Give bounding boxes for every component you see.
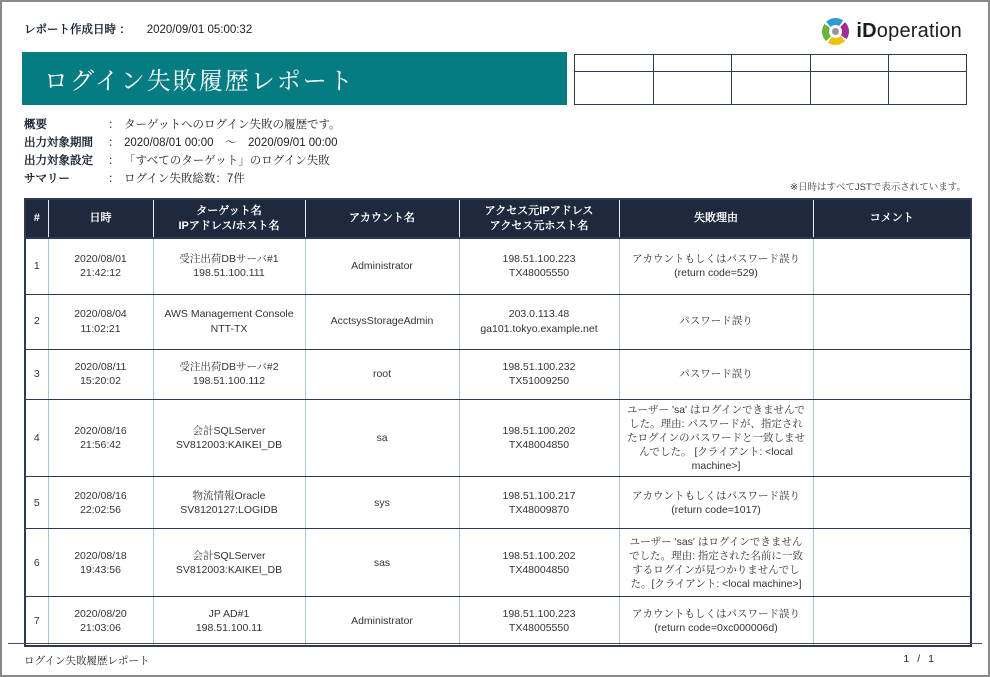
source-host-line: TX48004850: [508, 438, 570, 451]
cell-target: [153, 597, 305, 646]
meta-label: サマリー: [24, 173, 70, 185]
table-header: [25, 199, 971, 238]
source-ip-line: 198.51.100.232: [502, 360, 576, 373]
cell-target: [153, 238, 305, 294]
table-row: [25, 399, 971, 477]
source-ip-line: 203.0.113.48: [508, 308, 570, 321]
meta-colon: ：: [108, 155, 120, 167]
source-ip-line: 198.51.100.217: [502, 489, 576, 502]
source-host-line: ga101.tokyo.example.net: [480, 322, 598, 335]
col-header-source: [459, 199, 619, 238]
cell-source: [459, 349, 619, 399]
cell-account: sas: [305, 529, 459, 597]
cell-source: [459, 597, 619, 646]
target-name-line: JP AD#1: [208, 607, 250, 620]
col-header-reason: [619, 199, 813, 238]
report-title-banner: [22, 52, 567, 105]
report-created-row: [24, 21, 252, 37]
cell-account: root: [305, 349, 459, 399]
source-host-line: TX48009870: [508, 503, 570, 516]
cell-datetime: 2020/08/01 21:42:12: [48, 238, 153, 294]
cell-comment: [813, 477, 971, 529]
page-separator: /: [917, 653, 921, 665]
cell-reason: ユーザー 'sa' はログインできませんでした。理由: パスワードが、指定されたログインのパスワードと一致しませんでした。 [クライアント: <local machine>]: [619, 399, 813, 477]
source-host-line: TX48005550: [508, 267, 570, 280]
target-name-line: 受注出荷DBサーバ#1: [179, 253, 279, 266]
cell-num: 3: [25, 349, 48, 399]
col-header-datetime: [48, 199, 153, 238]
cell-num: 7: [25, 597, 48, 646]
col-header-num: [25, 199, 48, 238]
cell-comment: [813, 399, 971, 477]
meta-colon: ：: [108, 119, 120, 131]
header-line: アクセス元IPアドレス: [484, 204, 594, 217]
meta-row-overview: [24, 115, 341, 133]
target-host-line: SV812003:KAIKEI_DB: [175, 438, 283, 451]
source-ip-line: 198.51.100.223: [502, 253, 576, 266]
cell-target: [153, 294, 305, 349]
target-name-line: AWS Management Console: [164, 308, 294, 321]
cell-source: [459, 529, 619, 597]
cell-num: 5: [25, 477, 48, 529]
meta-block: [24, 115, 341, 187]
cell-datetime: 2020/08/20 21:03:06: [48, 597, 153, 646]
source-ip-line: 198.51.100.223: [502, 607, 576, 620]
meta-colon: ：: [108, 137, 120, 149]
approval-stamp-grid: [574, 54, 967, 105]
source-host-line: TX48005550: [508, 622, 570, 635]
source-ip-line: 198.51.100.202: [502, 424, 576, 437]
cell-datetime: 2020/08/16 21:56:42: [48, 399, 153, 477]
target-name-line: 会計SQLServer: [192, 424, 266, 437]
report-created-value: 2020/09/01 05:00:32: [146, 24, 253, 36]
cell-reason: アカウントもしくはパスワード誤り(return code=1017): [619, 477, 813, 529]
stamp-cell: [575, 55, 653, 71]
cell-comment: [813, 238, 971, 294]
footer: [24, 653, 938, 668]
col-header-comment: [813, 199, 971, 238]
header-line: ターゲット名: [196, 204, 262, 217]
cell-datetime: 2020/08/04 11:02:21: [48, 294, 153, 349]
cell-account: sys: [305, 477, 459, 529]
col-header-account: [305, 199, 459, 238]
page-title: ログイン失敗履歴レポート: [44, 68, 355, 95]
cell-num: 2: [25, 294, 48, 349]
footer-title: ログイン失敗履歴レポート: [24, 655, 150, 667]
stamp-cell: [731, 71, 809, 104]
meta-value: ターゲットへのログイン失敗の履歴です。: [124, 119, 341, 131]
meta-value: ログイン失敗総数：7件: [124, 173, 245, 185]
target-host-line: SV8120127:LOGIDB: [180, 503, 278, 516]
target-host-line: 198.51.100.11: [195, 622, 263, 635]
cell-reason: ユーザー 'sas' はログインできませんでした。理由: 指定された名前に一致するログインが見つかりませんでした。[クライアント: <local machine>]: [619, 529, 813, 597]
cell-num: 6: [25, 529, 48, 597]
stamp-cell: [888, 71, 966, 104]
stamp-cell: [731, 55, 809, 71]
brand: [822, 18, 962, 45]
meta-label: 概要: [24, 119, 47, 131]
page-total: 1: [928, 653, 934, 665]
target-name-line: 会計SQLServer: [192, 549, 266, 562]
cell-source: [459, 477, 619, 529]
target-host-line: SV812003:KAIKEI_DB: [175, 563, 283, 576]
page-current: 1: [903, 653, 910, 665]
login-failure-table: [24, 198, 972, 647]
cell-comment: [813, 294, 971, 349]
table-row: [25, 597, 971, 646]
header-line: IPアドレス/ホスト名: [178, 219, 280, 232]
meta-value: 「すべてのターゲット」のログイン失敗: [124, 155, 330, 167]
meta-label: 出力対象設定: [24, 155, 93, 167]
table-row: [25, 477, 971, 529]
target-host-line: NTT-TX: [210, 322, 248, 335]
cell-source: [459, 294, 619, 349]
meta-colon: ：: [108, 173, 120, 185]
target-name-line: 受注出荷DBサーバ#2: [179, 360, 279, 373]
stamp-cell: [653, 55, 731, 71]
cell-reason: パスワード誤り: [619, 294, 813, 349]
cell-comment: [813, 529, 971, 597]
header-line: アクセス元ホスト名: [489, 219, 589, 232]
meta-row-period: [24, 133, 341, 151]
col-header-target: [153, 199, 305, 238]
header-line: 日時: [89, 212, 112, 225]
stamp-cell: [575, 71, 653, 104]
cell-target: [153, 349, 305, 399]
cell-account: sa: [305, 399, 459, 477]
table-row: [25, 349, 971, 399]
brand-text-bold: iD: [856, 20, 877, 42]
cell-reason: アカウントもしくはパスワード誤り(return code=0xc000006d): [619, 597, 813, 646]
stamp-cell: [810, 71, 888, 104]
jst-note: ※日時はすべてJSTで表示されています。: [790, 182, 966, 193]
stamp-cell: [888, 55, 966, 71]
cell-account: AcctsysStorageAdmin: [305, 294, 459, 349]
meta-row-target-setting: [24, 151, 341, 169]
cell-datetime: 2020/08/18 19:43:56: [48, 529, 153, 597]
cell-num: 1: [25, 238, 48, 294]
cell-source: [459, 238, 619, 294]
footer-divider: [8, 643, 982, 644]
table-row: [25, 529, 971, 597]
header-line: アカウント名: [349, 212, 415, 225]
cell-reason: アカウントもしくはパスワード誤り(return code=529): [619, 238, 813, 294]
cell-target: [153, 399, 305, 477]
logo-center-dot-icon: [832, 28, 839, 35]
target-host-line: 198.51.100.111: [193, 267, 265, 280]
header-line: コメント: [869, 212, 914, 225]
cell-account: Administrator: [305, 238, 459, 294]
cell-target: [153, 529, 305, 597]
cell-reason: パスワード誤り: [619, 349, 813, 399]
meta-row-summary: [24, 169, 341, 187]
source-host-line: TX48004850: [508, 563, 570, 576]
source-host-line: TX51009250: [508, 375, 570, 387]
cell-comment: [813, 349, 971, 399]
idoperation-logo-icon: [822, 18, 849, 45]
report-created-label: レポート作成日時 ：: [24, 24, 131, 36]
cell-account: Administrator: [305, 597, 459, 646]
cell-num: 4: [25, 399, 48, 477]
meta-value: 2020/08/01 00:00 ～ 2020/09/01 00:00: [124, 137, 338, 149]
meta-label: 出力対象期間: [24, 137, 93, 149]
header-line: 失敗理由: [694, 212, 738, 225]
cell-source: [459, 399, 619, 477]
table-row: [25, 294, 971, 349]
cell-target: [153, 477, 305, 529]
header-line: #: [33, 212, 40, 225]
cell-comment: [813, 597, 971, 646]
stamp-cell: [810, 55, 888, 71]
table-row: [25, 238, 971, 294]
footer-page-number: [899, 653, 938, 668]
cell-datetime: 2020/08/16 22:02:56: [48, 477, 153, 529]
stamp-cell: [653, 71, 731, 104]
source-ip-line: 198.51.100.202: [502, 549, 576, 562]
brand-text: [856, 20, 962, 43]
cell-datetime: 2020/08/11 15:20:02: [48, 349, 153, 399]
target-name-line: 物流情報Oracle: [192, 489, 266, 502]
target-host-line: 198.51.100.112: [192, 375, 266, 387]
brand-text-light: operation: [876, 20, 962, 42]
